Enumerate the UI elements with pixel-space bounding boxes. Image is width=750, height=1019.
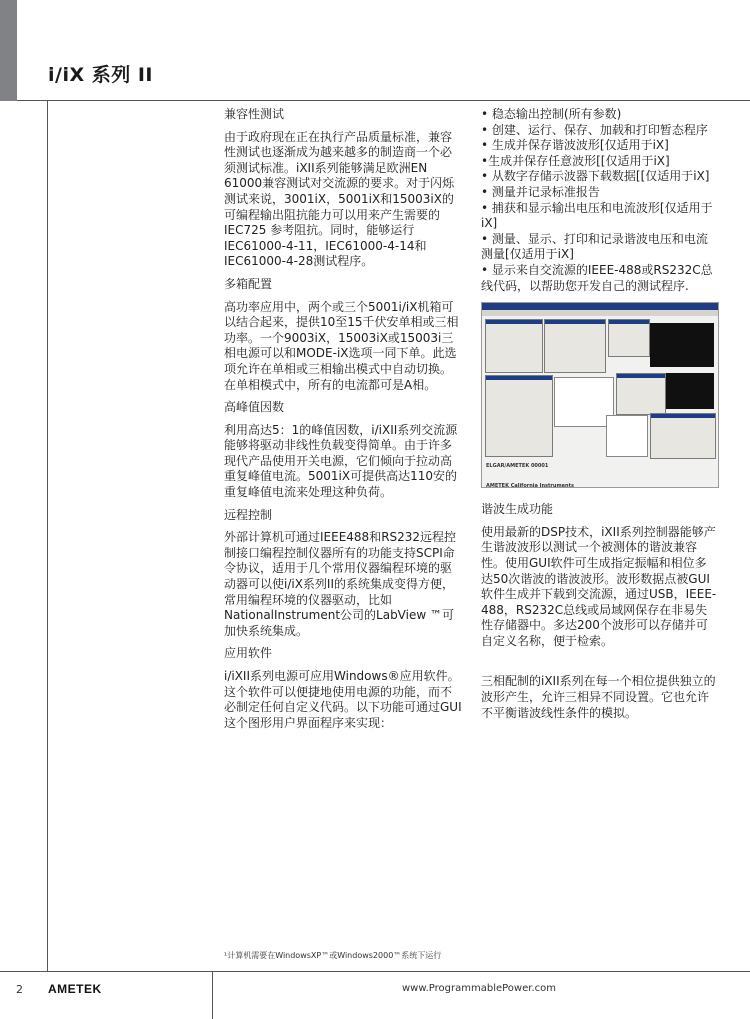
section-software — [224, 646, 462, 731]
section-title: 兼容性测试 — [224, 107, 285, 121]
list-item: • 显示来自交流源的IEEE-488或RS232C总线代码，以帮助您开发自己的测试程序. — [481, 262, 713, 293]
figure-panel — [608, 319, 650, 357]
list-item: • 稳态输出控制(所有参数) — [481, 107, 622, 121]
section-body: 外部计算机可通过IEEE488和RS232远程控制接口编程控制仪器所有的功能支持SCPI命令协议，适用于几个常用仪器编程环境的驱动器可以使i/iX系列II的系统集成变得方便，常用编程环境的仪器驱动，比如NationalInstrument公司的LabView ™可加快系统集成。 — [224, 530, 457, 638]
figure-panel — [485, 319, 543, 373]
section-title: 远程控制 — [224, 507, 273, 522]
ametek-logo: AMETEK — [48, 982, 102, 996]
list-item: •生成并保存任意波形[[仅适用于iX] — [481, 153, 670, 168]
footer-divider — [0, 971, 750, 972]
header-divider — [17, 100, 750, 101]
list-item: • 测量并记录标准报告 — [481, 184, 600, 199]
figure-panel — [485, 375, 553, 457]
figure-waveform-view — [606, 415, 648, 457]
feature-list — [481, 107, 718, 294]
section-body: 利用高达5：1的峰值因数，i/iXII系列交流源能够将驱动非线性负载变得简单。由于许多现代产品使用开关电源，它们倾向于拉动高重复峰值电流。5001iX可提供高达110安的重复峰值电流来处理这种负荷。 — [224, 422, 458, 500]
section-remote-control — [224, 508, 462, 640]
list-item: • 生成并保存谐波波形[仅适用于iX] — [481, 138, 669, 153]
section-title: 谐波生成功能 — [481, 502, 554, 517]
page-number: 2 — [16, 983, 23, 996]
section-body: 高功率应用中，两个或三个5001i/iX机箱可以结合起来，提供10至15千伏安单相或三相功率。一个9003iX，15003iX或15003i三相电源可以和MODE-iX选项一同下单。此选项允许在单相或三相输出模式中自动切换。在单相模式中，所有的电流都可是A相。 — [224, 299, 459, 392]
list-item: • 测量、显示、打印和记录谐波电压和电流测量[仅适用于iX] — [481, 231, 708, 262]
footer-vertical-divider — [212, 971, 213, 1019]
figure-panel — [650, 413, 716, 459]
software-screenshot-figure — [481, 302, 719, 488]
section-body: 使用最新的DSP技术，iXII系列控制器能够产生谐波波形以测试一个被测体的谐波兼容性。使用GUI软件可生成指定振幅和相位多达50次谐波的谐波波形。波形数据点被GUI软件生成并下载到交流源，通过USB，IEEE-488，RS232C总线或局域网保存在非易失性存储器中。多达200个波形可以存储并可自定义名称，便于检索。 — [481, 524, 717, 648]
figure-scope-view — [650, 323, 714, 367]
list-item: • 从数字存储示波器下载数据[[仅适用于iX] — [481, 169, 710, 184]
spacer — [481, 656, 718, 674]
figure-caption: ELGAR/AMETEK 00001 — [486, 463, 549, 470]
figure-scope-view — [666, 373, 714, 409]
figure-caption: AMETEK California Instruments — [486, 483, 574, 489]
section-multibox — [224, 277, 462, 393]
header-accent-bar — [0, 0, 17, 101]
section-body: i/iXII系列电源可应用Windows®应用软件。这个软件可以便捷地使用电源的功能，而不必制定任何自定义代码。以下功能可通过GUI这个图形用户界面程序来实现： — [224, 669, 462, 730]
section-compatibility — [224, 107, 462, 270]
section-harmonics — [481, 502, 718, 649]
section-three-phase — [481, 674, 718, 721]
figure-panel — [616, 373, 666, 415]
list-item: • 捕获和显示输出电压和电流波形[仅适用于iX] — [481, 200, 713, 231]
footnote: ¹计算机需要在WindowsXP™或Windows2000™系统下运行 — [224, 951, 442, 960]
section-crest-factor — [224, 400, 462, 501]
figure-waveform-view — [554, 377, 614, 427]
section-title: 多箱配置 — [224, 276, 273, 291]
website-link[interactable]: www.ProgrammablePower.com — [402, 983, 556, 994]
figure-panel — [544, 319, 606, 373]
section-title: 应用软件 — [224, 646, 273, 661]
page-title: i/iX 系列 II — [48, 64, 153, 86]
left-margin-divider — [47, 101, 48, 971]
right-column — [481, 107, 718, 728]
left-column — [224, 107, 462, 738]
section-body: 三相配制的iXII系列在每一个相位提供独立的波形产生，允许三相异不同设置。它也允许不平衡谐波线性条件的模拟。 — [481, 674, 716, 720]
section-title: 高峰值因数 — [224, 400, 285, 415]
figure-titlebar — [482, 303, 718, 310]
figure-toolbar — [482, 310, 718, 316]
list-item: • 创建、运行、保存、加载和打印暂态程序 — [481, 122, 708, 137]
section-body: 由于政府现在正在执行产品质量标准，兼容性测试也逐渐成为越来越多的制造商一个必须测试标准。iXII系列能够满足欧洲EN 61000兼容测试对交流源的要求。对于闪烁测试来说，3001iX，5001iX和15003iX的可编程输出阻抗能力可以用来产生需要的IEC725 参考阻抗。同时，能够运行IEC61000-4-11，IEC61000-4-14和IEC61000-4-28测试程序。 — [224, 129, 455, 269]
